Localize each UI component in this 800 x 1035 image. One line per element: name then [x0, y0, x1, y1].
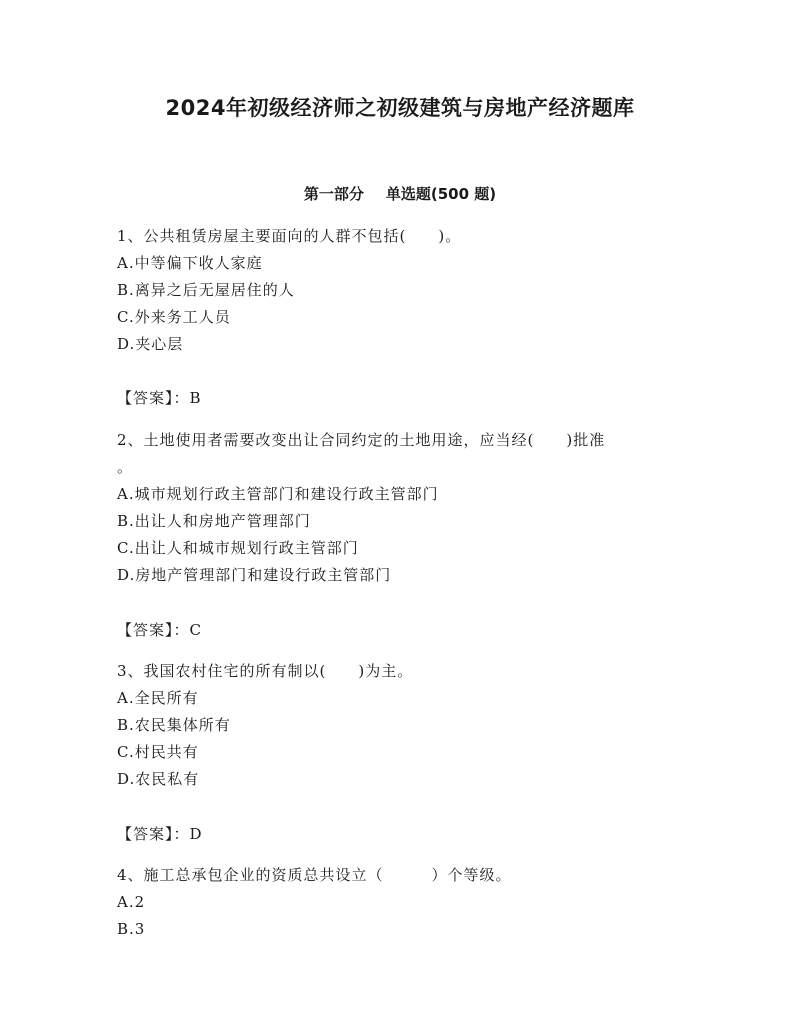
- question-2-option-d: D.房地产管理部门和建设行政主管部门: [117, 566, 392, 584]
- answer-label: 【答案】：: [117, 825, 190, 843]
- question-3-answer: [117, 824, 203, 844]
- question-4-option-b: B.3: [117, 920, 146, 938]
- question-3-option-b: B.农民集体所有: [117, 716, 231, 734]
- answer-value: B: [189, 389, 202, 407]
- question-3-option-c: C.村民共有: [117, 743, 199, 761]
- answer-value: C: [189, 621, 202, 639]
- section-heading: [0, 183, 800, 204]
- question-2-stem: 2、土地使用者需要改变出让合同约定的土地用途，应当经( )批准: [117, 431, 606, 449]
- question-2-stem-continuation: 。: [117, 458, 134, 476]
- answer-label: 【答案】：: [117, 389, 190, 407]
- question-3-option-d: D.农民私有: [117, 770, 200, 788]
- question-1-option-b: B.离异之后无屋居住的人: [117, 281, 295, 299]
- question-1-option-d: D.夹心层: [117, 335, 184, 353]
- question-2-option-b: B.出让人和房地产管理部门: [117, 512, 311, 530]
- question-2-answer: [117, 620, 202, 640]
- section-name: 第一部分: [303, 185, 364, 203]
- question-4-option-a: A.2: [117, 893, 146, 911]
- answer-value: D: [189, 825, 203, 843]
- document-title: 2024年初级经济师之初级建筑与房地产经济题库: [165, 96, 635, 120]
- question-1-stem: 1、公共租赁房屋主要面向的人群不包括( )。: [117, 227, 462, 245]
- question-3-option-a: A.全民所有: [117, 689, 199, 707]
- question-3-stem: 3、我国农村住宅的所有制以( )为主。: [117, 662, 414, 680]
- question-1-option-c: C.外来务工人员: [117, 308, 231, 326]
- question-2-option-a: A.城市规划行政主管部门和建设行政主管部门: [117, 485, 439, 503]
- section-subtitle: 单选题(500 题): [385, 185, 497, 203]
- question-1-answer: [117, 388, 202, 408]
- question-4-stem: 4、施工总承包企业的资质总共设立（ ）个等级。: [117, 866, 512, 884]
- question-1-option-a: A.中等偏下收人家庭: [117, 254, 263, 272]
- question-2-option-c: C.出让人和城市规划行政主管部门: [117, 539, 359, 557]
- answer-label: 【答案】：: [117, 621, 190, 639]
